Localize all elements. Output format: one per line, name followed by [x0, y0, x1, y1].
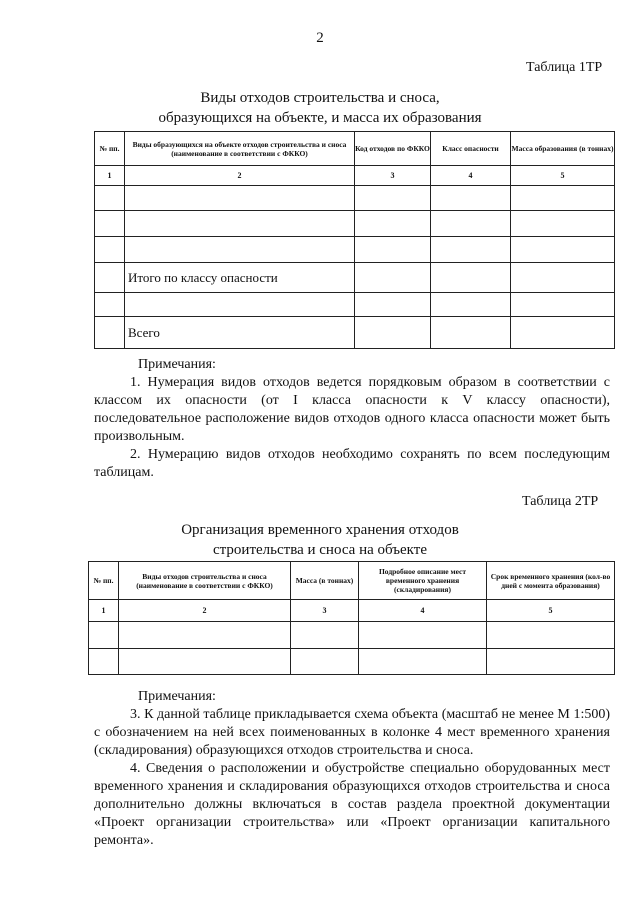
table2-title-line1: Организация временного хранения отходов: [181, 522, 459, 538]
table-row: [95, 263, 615, 293]
table1-title-line1: Виды отходов строительства и сноса,: [200, 90, 440, 106]
t1-header-code: Код отходов по ФККО: [355, 132, 431, 166]
notes2-item-3: 3. К данной таблице прикладывается схема объекта (масштаб не менее М 1:500) с обозначением на ней всех поименованных в колонке 4 мест временного хранения (складирования) образующихся отходов строительства и сноса.: [94, 707, 610, 758]
t1-colnum: 1: [95, 166, 125, 186]
table2-title-line2: строительства и сноса на объекте: [213, 542, 427, 558]
t2-header-mass: Масса (в тоннах): [291, 562, 359, 600]
table2-label: Таблица 2ТР: [522, 494, 599, 509]
t2-colnum: 4: [359, 600, 487, 622]
notes2-item-4: 4. Сведения о расположении и обустройстве специально оборудованных мест временного хранения и складирования образующихся отходов строительства и сноса дополнительно должны включаться в состав раздела проектной документации «Проект организации строительства» или «Проект организации капитального ремонта».: [94, 761, 610, 848]
t1-colnum: 5: [511, 166, 615, 186]
t2-colnum: 5: [487, 600, 615, 622]
t2-header-storage-description: Подробное описание мест временного хранения (складирования): [359, 562, 487, 600]
table-row: [89, 622, 615, 649]
page-number: 2: [316, 30, 324, 46]
notes2: [94, 688, 610, 850]
notes1-item-2: 2. Нумерацию видов отходов необходимо сохранять по всем последующим таблицам.: [94, 447, 610, 480]
t1-header-hazard-class: Класс опасности: [431, 132, 511, 166]
t2-colnum: 2: [119, 600, 291, 622]
t2-header-no: № пп.: [89, 562, 119, 600]
t1-colnum: 2: [125, 166, 355, 186]
t1-header-no: № пп.: [95, 132, 125, 166]
table1-label: Таблица 1ТР: [526, 60, 603, 75]
table-row: [89, 649, 615, 675]
table-row: [95, 293, 615, 317]
t1-header-mass: Масса образования (в тоннах): [511, 132, 615, 166]
t1-header-waste-type: Виды образующихся на объекте отходов строительства и сноса (наименование в соответствии с ФККО): [125, 132, 355, 166]
table1: [94, 131, 615, 349]
t2-header-storage-term: Срок временного хранения (кол-во дней с момента образования): [487, 562, 615, 600]
t1-colnum: 3: [355, 166, 431, 186]
t2-header-waste-type: Виды отходов строительства и сноса (наименование в соответствии с ФККО): [119, 562, 291, 600]
table2-title: [0, 520, 640, 560]
t2-colnum: 1: [89, 600, 119, 622]
notes1-heading: Примечания:: [138, 357, 216, 372]
t1-colnum: 4: [431, 166, 511, 186]
notes1: [94, 356, 610, 482]
notes2-heading: Примечания:: [138, 689, 216, 704]
table-row: [95, 317, 615, 349]
t1-subtotal-label: Итого по классу опасности: [125, 263, 355, 293]
table-row: [95, 211, 615, 237]
table-row: [95, 186, 615, 211]
notes1-item-1: 1. Нумерация видов отходов ведется порядковым образом в соответствии с классом их опасности (от I класса опасности к V классу опасности), последовательное расположение видов отходов одного класса опасности может быть произвольным.: [94, 375, 610, 444]
table1-title-line2: образующихся на объекте, и масса их образования: [158, 110, 482, 126]
table1-title: [0, 88, 640, 128]
t1-total-label: Всего: [125, 317, 355, 349]
table-row: [95, 237, 615, 263]
table2: [88, 561, 615, 675]
t2-colnum: 3: [291, 600, 359, 622]
